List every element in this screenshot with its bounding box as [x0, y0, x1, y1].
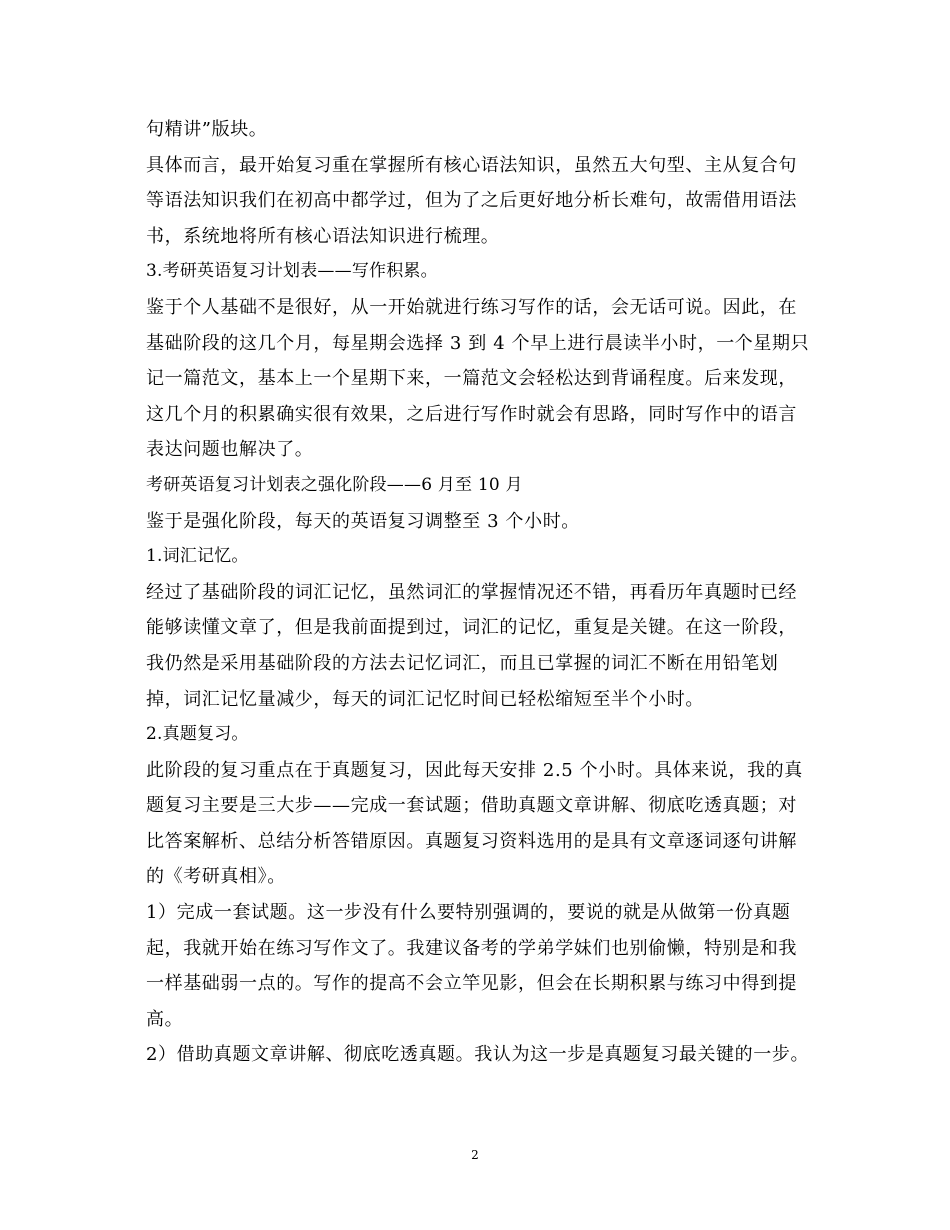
text-line: 具体而言，最开始复习重在掌握所有核心语法知识，虽然五大句型、主从复合句: [146, 154, 797, 176]
text-line: 表达问题也解决了。: [146, 439, 314, 461]
text-line: 记一篇范文，基本上一个星期下来，一篇范文会轻松达到背诵程度。后来发现，: [146, 368, 797, 390]
text-line: 经过了基础阶段的词汇记忆，虽然词汇的掌握情况还不错，再看历年真题时已经: [146, 581, 797, 603]
text-line: 鉴于个人基础不是很好，从一开始就进行练习写作的话，会无话可说。因此，在: [146, 296, 797, 318]
text-line: 比答案解析、总结分析答错原因。真题复习资料选用的是具有文章逐词逐句讲解: [146, 830, 797, 852]
page-number: 2: [471, 1148, 479, 1162]
body-text: [146, 112, 811, 1073]
text-line: 等语法知识我们在初高中都学过，但为了之后更好地分析长难句，故需借用语法: [146, 190, 797, 212]
text-line: 的《考研真相》。: [146, 866, 286, 888]
text-line: 1）完成一套试题。这一步没有什么要特别强调的，要说的就是从做第一份真题: [146, 902, 791, 924]
text-line: 我仍然是采用基础阶段的方法去记忆词汇，而且已掌握的词汇不断在用铅笔划: [146, 652, 779, 674]
text-line: 起，我就开始在练习写作文了。我建议备考的学弟学妹们也别偷懒，特别是和我: [146, 937, 797, 959]
section-heading-past-papers: 2.真题复习。: [146, 724, 249, 745]
section-heading-writing: 3.考研英语复习计划表——写作积累。: [146, 261, 438, 282]
text-line: 此阶段的复习重点在于真题复习，因此每天安排 2.5 个小时。具体来说，我的真: [146, 759, 803, 781]
text-line: 能够读懂文章了，但是我前面提到过，词汇的记忆，重复是关键。在这一阶段，: [146, 617, 797, 639]
text-line: 书，系统地将所有核心语法知识进行梳理。: [146, 225, 500, 247]
text-line: 这几个月的积累确实很有效果，之后进行写作时就会有思路，同时写作中的语言: [146, 403, 797, 425]
text-line: 2）借助真题文章讲解、彻底吃透真题。我认为这一步是真题复习最关键的一步。: [146, 1044, 810, 1066]
text-line: 鉴于是强化阶段，每天的英语复习调整至 3 个小时。: [146, 510, 580, 532]
section-heading-vocabulary: 1.词汇记忆。: [146, 546, 249, 567]
section-heading-intensive-stage: 考研英语复习计划表之强化阶段——6 月至 10 月: [146, 474, 523, 495]
text-line: 一样基础弱一点的。写作的提高不会立竿见影，但会在长期积累与练习中得到提: [146, 973, 797, 995]
text-line: 掉，词汇记忆量减少，每天的词汇记忆时间已轻松缩短至半个小时。: [146, 688, 704, 710]
text-line: 题复习主要是三大步——完成一套试题；借助真题文章讲解、彻底吃透真题；对: [146, 795, 797, 817]
text-line: 基础阶段的这几个月，每星期会选择 3 到 4 个早上进行晨读半小时，一个星期只: [146, 332, 810, 354]
text-line: 高。: [146, 1008, 184, 1030]
text-line: 句精讲”版块。: [146, 119, 268, 140]
